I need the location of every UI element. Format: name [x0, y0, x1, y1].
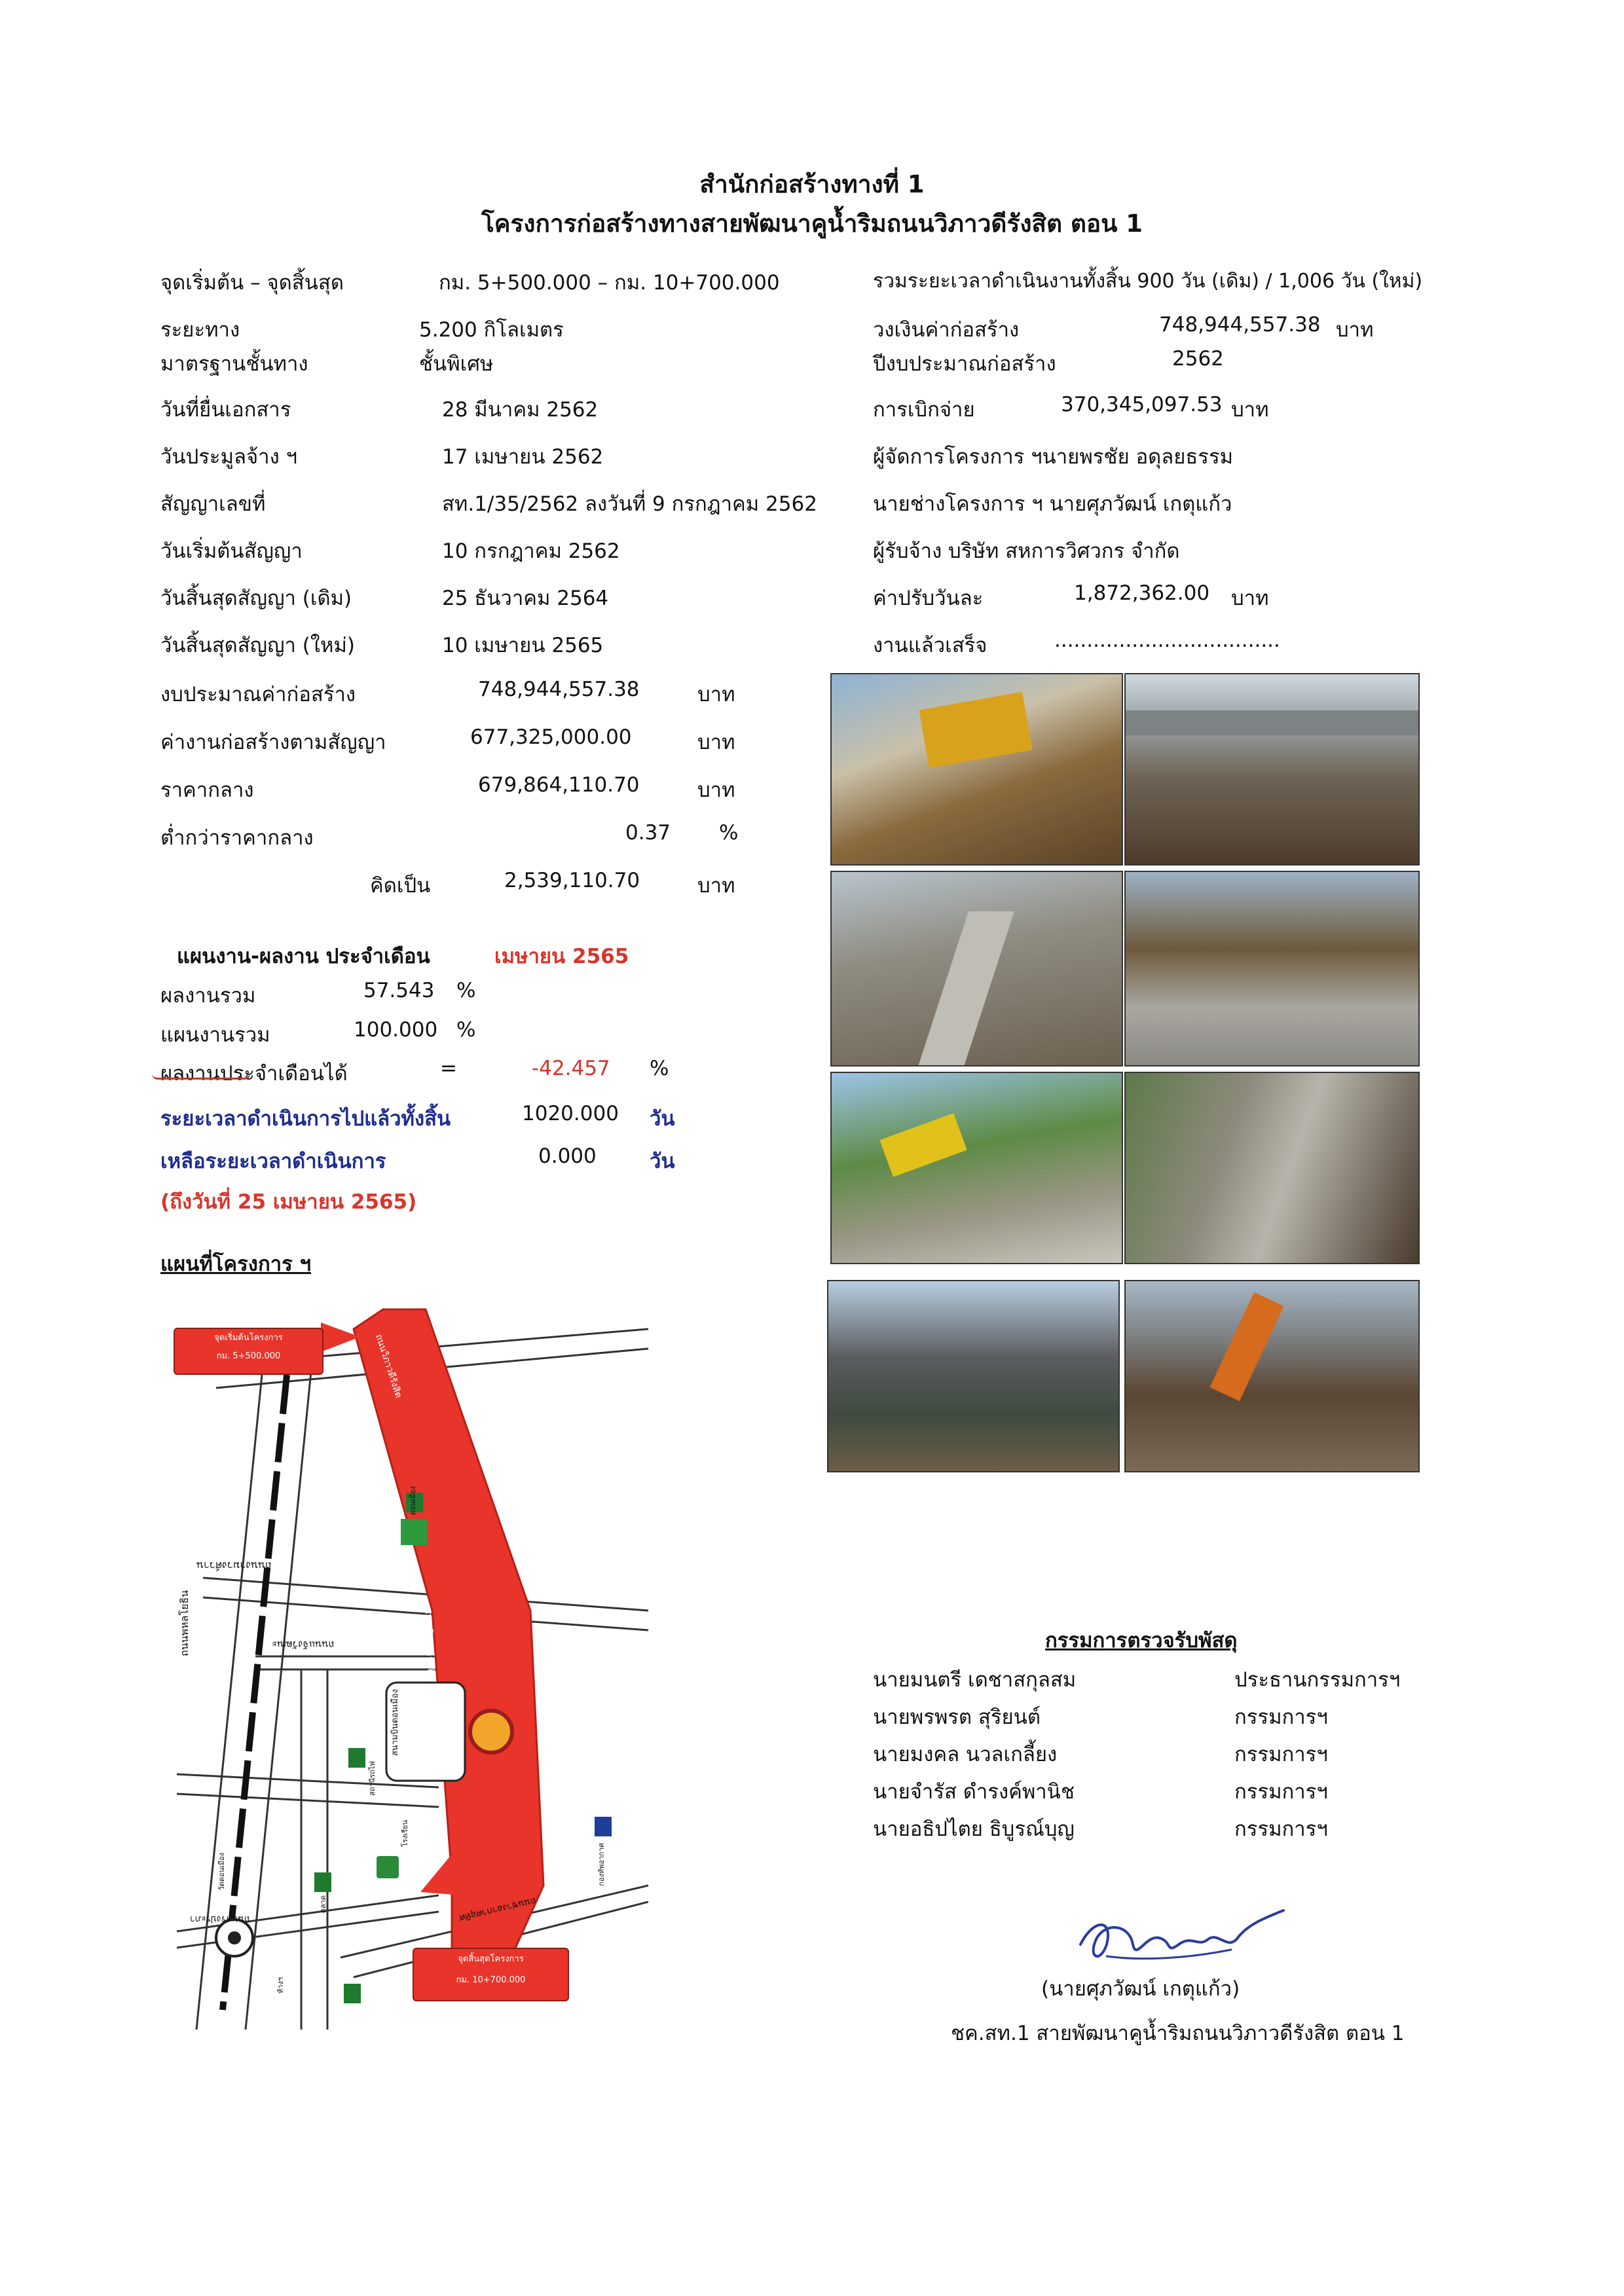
site-photo: [1124, 871, 1420, 1066]
total-work-unit: %: [456, 979, 476, 1002]
duration-text: รวมระยะเวลาดำเนินงานทั้งสิ้น 900 วัน (เดิม) / 1,006 วัน (ใหม่): [873, 270, 1423, 293]
excavator-shape: [919, 692, 1032, 768]
office-title: สำนักก่อสร้างทางที่ 1: [699, 170, 925, 198]
map-landmark-f: ตลาด: [319, 1895, 327, 1914]
progress-month: เมษายน 2565: [494, 945, 629, 968]
fiscal-value: 2562: [1172, 347, 1224, 371]
map-road-vibhavadi: ถนนวิภาวดีรังสิต: [373, 1332, 404, 1400]
map-start-km: กม. 5+500.000: [216, 1351, 281, 1361]
handwritten-signature: [1067, 1899, 1290, 1977]
detail-value: ชั้นพิเศษ: [419, 352, 494, 376]
map-title: แผนที่โครงการ ฯ: [160, 1252, 311, 1276]
map-landmark-g: โรงเรียน: [401, 1820, 409, 1847]
plan-value: 100.000: [354, 1018, 438, 1042]
detail-value: 25 ธันวาคม 2564: [442, 587, 609, 610]
done-value: ...................................: [1054, 629, 1280, 652]
site-photo: [1124, 1072, 1420, 1264]
budget-label: วงเงินค่าก่อสร้าง: [873, 318, 1020, 342]
detail-value: กม. 5+500.000 – กม. 10+700.000: [439, 271, 780, 295]
total-work-value: 57.543: [363, 979, 435, 1002]
map-landmark-airport: สนามบินดอนเมือง: [390, 1689, 400, 1757]
project-engineer: นายช่างโครงการ ฯ นายศุภวัฒน์ เกตุแก้ว: [873, 492, 1232, 516]
detail-value: 10 กรกฎาคม 2562: [442, 539, 620, 563]
map-landmark-d: สถานีรถไฟ: [368, 1761, 377, 1796]
committee-name: นายจำรัส ดำรงค์พานิช: [873, 1780, 1075, 1804]
fine-unit: บาท: [1231, 587, 1269, 610]
detail-label: จุดเริ่มต้น – จุดสิ้นสุด: [160, 271, 344, 295]
map-end-km: กม. 10+700.000: [456, 1975, 526, 1985]
disburse-value: 370,345,097.53: [1061, 393, 1223, 416]
detail-label: วันสิ้นสุดสัญญา (เดิม): [160, 587, 352, 610]
as-of-date: (ถึงวันที่ 25 เมษายน 2565): [160, 1190, 417, 1214]
cost-unit: บาท: [697, 683, 735, 706]
cost-value: 677,325,000.00: [470, 725, 632, 749]
fiscal-label: ปีงบประมาณก่อสร้าง: [873, 352, 1056, 376]
committee-role: กรรมการฯ: [1234, 1817, 1328, 1841]
detail-label: วันเริ่มต้นสัญญา: [160, 539, 303, 563]
contractor: ผู้รับจ้าง บริษัท สหการวิศวกร จำกัด: [873, 539, 1180, 563]
plan-label: แผนงานรวม: [160, 1023, 270, 1047]
map-road-c: ถนนสรงประภา: [190, 1914, 250, 1924]
cost-label: ราคากลาง: [160, 778, 254, 802]
map-road-vibhavadi-lower: ถนนวิภาวดีรังสิต: [423, 1611, 436, 1678]
detail-value: สท.1/35/2562 ลงวันที่ 9 กรกฎาคม 2562: [442, 492, 817, 516]
signer-position: ชค.สท.1 สายพัฒนาคูน้ำริมถนนวิภาวดีรังสิต ตอน 1: [951, 2022, 1405, 2045]
detail-label: สัญญาเลขที่: [160, 492, 266, 516]
map-landmark-h: ห้างฯ: [276, 1977, 285, 1994]
committee-heading: กรรมการตรวจรับพัสดุ: [1045, 1629, 1238, 1652]
detail-label: วันประมูลจ้าง ฯ: [160, 445, 297, 469]
elapsed-unit: วัน: [650, 1107, 675, 1131]
crane-shape: [1210, 1292, 1284, 1401]
project-title: โครงการก่อสร้างทางสายพัฒนาคูน้ำริมถนนวิภาวดีรังสิต ตอน 1: [481, 210, 1143, 238]
remain-label: เหลือระยะเวลาดำเนินการ: [160, 1150, 386, 1173]
overpass-shape: [1126, 710, 1418, 735]
site-photo: [830, 1072, 1123, 1264]
map-road-b: ถนนแจ้งวัฒนะ: [272, 1639, 335, 1650]
detail-label: วันที่ยื่นเอกสาร: [160, 398, 291, 422]
red-underline-mark: [152, 1074, 250, 1080]
cost-label: ค่างานก่อสร้างตามสัญญา: [160, 731, 386, 754]
cost-value: 0.37: [625, 821, 671, 845]
cost-label: ต่ำกว่าราคากลาง: [160, 826, 314, 850]
committee-name: นายพรพรต สุริยนต์: [873, 1705, 1041, 1729]
cost-label: คิดเป็น: [370, 874, 431, 898]
committee-role: กรรมการฯ: [1234, 1743, 1328, 1766]
detail-value: 10 เมษายน 2565: [442, 634, 604, 657]
budget-unit: บาท: [1336, 318, 1374, 342]
progress-heading: แผนงาน-ผลงาน ประจำเดือน: [177, 945, 430, 968]
cost-value: 679,864,110.70: [478, 773, 640, 797]
cost-unit: บาท: [697, 874, 735, 898]
fine-label: ค่าปรับวันละ: [873, 587, 984, 610]
remain-unit: วัน: [650, 1150, 675, 1173]
detail-label: มาตรฐานชั้นทาง: [160, 352, 308, 376]
committee-role: กรรมการฯ: [1234, 1705, 1328, 1729]
detail-value: 28 มีนาคม 2562: [442, 398, 599, 422]
detail-value: 17 เมษายน 2562: [442, 445, 604, 469]
map-landmark-c: กองทัพอากาศ: [597, 1843, 606, 1886]
monthly-unit: %: [650, 1057, 669, 1080]
map-end-callout: [413, 1948, 569, 2001]
site-photo: [1124, 1280, 1420, 1472]
cost-unit: บาท: [697, 778, 735, 802]
detail-label: วันสิ้นสุดสัญญา (ใหม่): [160, 634, 355, 657]
committee-role: กรรมการฯ: [1234, 1780, 1328, 1804]
map-landmark-a: ดอนเมือง: [409, 1486, 417, 1516]
committee-name: นายมนตรี เดชาสกุลสม: [873, 1668, 1077, 1692]
signer-name: (นายศุภวัฒน์ เกตุแก้ว): [1041, 1977, 1240, 2001]
cost-value: 748,944,557.38: [478, 678, 640, 701]
monthly-value: -42.457: [532, 1057, 610, 1080]
cost-value: 2,539,110.70: [504, 869, 640, 892]
cost-unit: %: [719, 821, 739, 845]
disburse-unit: บาท: [1231, 398, 1269, 422]
detail-label: ระยะทาง: [160, 318, 240, 342]
site-photo: [827, 1280, 1120, 1472]
plan-unit: %: [456, 1018, 476, 1042]
fine-value: 1,872,362.00: [1074, 581, 1210, 605]
monthly-label: ผลงานประจำเดือนได้: [160, 1062, 348, 1085]
committee-role: ประธานกรรมการฯ: [1234, 1668, 1401, 1692]
site-photo: [830, 673, 1123, 866]
map-start-label: จุดเริ่มต้นโครงการ: [214, 1333, 283, 1343]
channel-shape: [917, 911, 1014, 1066]
map-landmark-e: วัดดอนเมือง: [217, 1853, 226, 1891]
total-work-label: ผลงานรวม: [160, 984, 256, 1008]
map-road-a: ถนนงามวงศ์วาน: [196, 1559, 272, 1572]
done-label: งานแล้วเสร็จ: [873, 634, 987, 657]
committee-name: นายอธิปไตย ธิบูรณ์บุญ: [873, 1817, 1075, 1841]
elapsed-label: ระยะเวลาดำเนินการไปแล้วทั้งสิ้น: [160, 1107, 451, 1131]
disburse-label: การเบิกจ่าย: [873, 398, 975, 422]
site-photo: [1124, 673, 1420, 866]
committee-name: นายมงคล นวลเกลี้ยง: [873, 1743, 1058, 1766]
detail-value: 5.200 กิโลเมตร: [419, 318, 564, 342]
map-end-label: จุดสิ้นสุดโครงการ: [458, 1954, 524, 1964]
project-map: [177, 1303, 648, 2030]
cost-label: งบประมาณค่าก่อสร้าง: [160, 683, 356, 706]
remain-value: 0.000: [538, 1144, 597, 1168]
cost-unit: บาท: [697, 731, 735, 754]
project-manager: ผู้จัดการโครงการ ฯนายพรชัย อดุลยธรรม: [873, 445, 1234, 469]
map-road-main: ถนนพหลโยธิน: [178, 1590, 191, 1656]
site-photo: [830, 871, 1123, 1066]
excavator-shape: [879, 1113, 967, 1176]
monthly-eq: =: [440, 1057, 457, 1080]
map-start-callout: [174, 1328, 323, 1375]
budget-value: 748,944,557.38: [1159, 313, 1321, 337]
map-road-d: ถนนช่างอากาศอุทิศ: [458, 1895, 538, 1923]
elapsed-value: 1020.000: [522, 1102, 619, 1125]
